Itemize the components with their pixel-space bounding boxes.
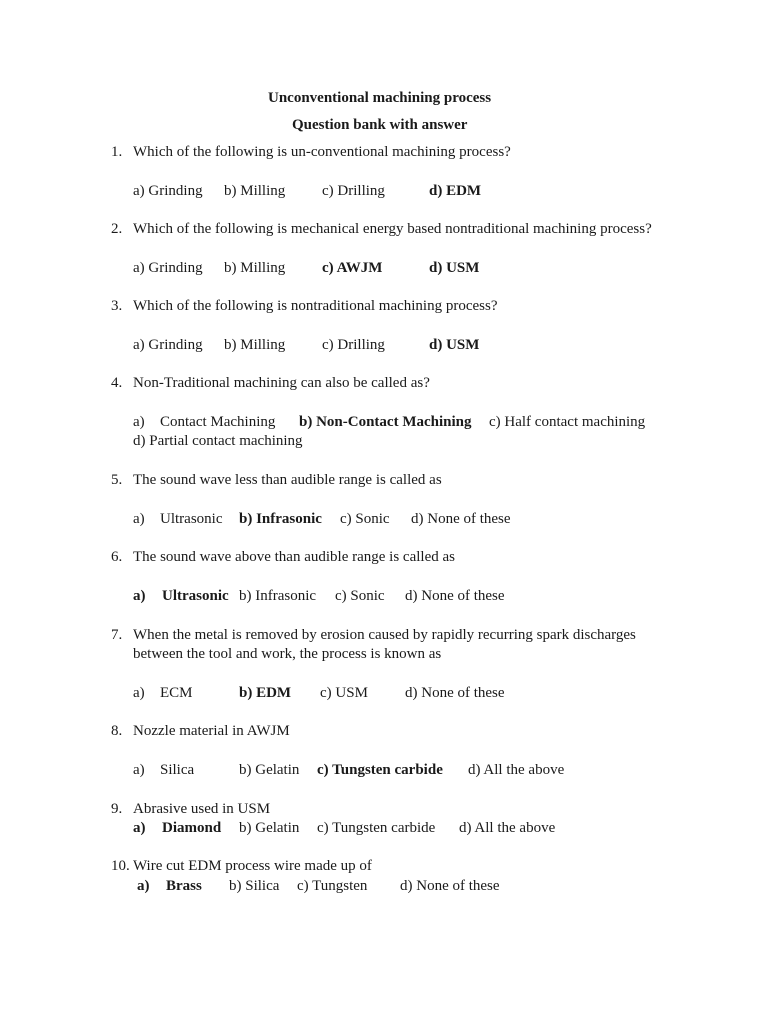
question-number: 6. <box>111 549 123 565</box>
option-c: c) Drilling <box>322 337 385 353</box>
option-c: c) Sonic <box>340 511 390 527</box>
question-text: Wire cut EDM process wire made up of <box>133 858 372 874</box>
question-text: Non-Traditional machining can also be called as? <box>133 375 430 391</box>
question-text: Abrasive used in USM <box>133 801 271 817</box>
option-b: b) Milling <box>224 337 286 353</box>
option-a-marker: a) <box>133 588 146 604</box>
option-a: a) Grinding <box>133 260 203 276</box>
question-text: The sound wave less than audible range is called as <box>133 472 442 488</box>
option-a-marker: a) <box>137 878 150 894</box>
question-text: Which of the following is un-conventional machining process? <box>133 144 511 160</box>
option-d-answer: d) EDM <box>429 183 482 199</box>
option-a-marker: a) <box>133 820 146 836</box>
option-a-answer: Ultrasonic <box>162 588 229 604</box>
option-b: b) Infrasonic <box>239 588 317 604</box>
page-subtitle: Question bank with answer <box>292 117 468 133</box>
option-a-answer: Brass <box>166 878 202 894</box>
option-d: d) All the above <box>459 820 556 836</box>
option-d: d) None of these <box>400 878 500 894</box>
option-b: b) Silica <box>229 878 280 894</box>
question-number: 5. <box>111 472 123 488</box>
question-number: 8. <box>111 723 123 739</box>
option-a-marker: a) <box>133 685 145 701</box>
option-a: a) Grinding <box>133 337 203 353</box>
question-text: Which of the following is mechanical energy based nontraditional machining process? <box>133 221 652 237</box>
question-number: 10. <box>111 858 130 874</box>
option-c: c) Tungsten <box>297 878 368 894</box>
option-a: a) Grinding <box>133 183 203 199</box>
option-c: c) Tungsten carbide <box>317 820 436 836</box>
question-number: 4. <box>111 375 123 391</box>
option-b-answer: b) EDM <box>239 685 292 701</box>
option-d: d) None of these <box>405 685 505 701</box>
option-a-marker: a) <box>133 414 145 430</box>
question-text-continued: between the tool and work, the process is known as <box>133 646 442 662</box>
option-c: c) USM <box>320 685 368 701</box>
option-b-answer: b) Non-Contact Machining <box>299 414 472 430</box>
option-c-answer: c) AWJM <box>322 260 383 276</box>
option-a: ECM <box>160 685 193 701</box>
option-a: Silica <box>160 762 195 778</box>
question-number: 1. <box>111 144 123 160</box>
option-a: Contact Machining <box>160 414 276 430</box>
option-d-answer: d) USM <box>429 260 480 276</box>
option-b: b) Milling <box>224 260 286 276</box>
question-text: Nozzle material in AWJM <box>133 723 290 739</box>
option-b: b) Gelatin <box>239 820 300 836</box>
option-d: d) Partial contact machining <box>133 433 303 449</box>
option-d: d) All the above <box>468 762 565 778</box>
option-a-answer: Diamond <box>162 820 222 836</box>
question-number: 3. <box>111 298 123 314</box>
option-c: c) Drilling <box>322 183 385 199</box>
question-text: Which of the following is nontraditional machining process? <box>133 298 498 314</box>
question-text: The sound wave above than audible range is called as <box>133 549 455 565</box>
page-title: Unconventional machining process <box>268 90 492 106</box>
option-d-answer: d) USM <box>429 337 480 353</box>
question-number: 7. <box>111 627 123 643</box>
option-b: b) Milling <box>224 183 286 199</box>
option-b: b) Gelatin <box>239 762 300 778</box>
option-c: c) Half contact machining <box>489 414 646 430</box>
option-a: Ultrasonic <box>160 511 223 527</box>
option-c: c) Sonic <box>335 588 385 604</box>
option-a-marker: a) <box>133 511 145 527</box>
option-c-answer: c) Tungsten carbide <box>317 762 443 778</box>
option-d: d) None of these <box>405 588 505 604</box>
question-text: When the metal is removed by erosion caused by rapidly recurring spark discharges <box>133 627 636 643</box>
option-d: d) None of these <box>411 511 511 527</box>
option-a-marker: a) <box>133 762 145 778</box>
option-b-answer: b) Infrasonic <box>239 511 322 527</box>
question-number: 2. <box>111 221 123 237</box>
question-number: 9. <box>111 801 123 817</box>
